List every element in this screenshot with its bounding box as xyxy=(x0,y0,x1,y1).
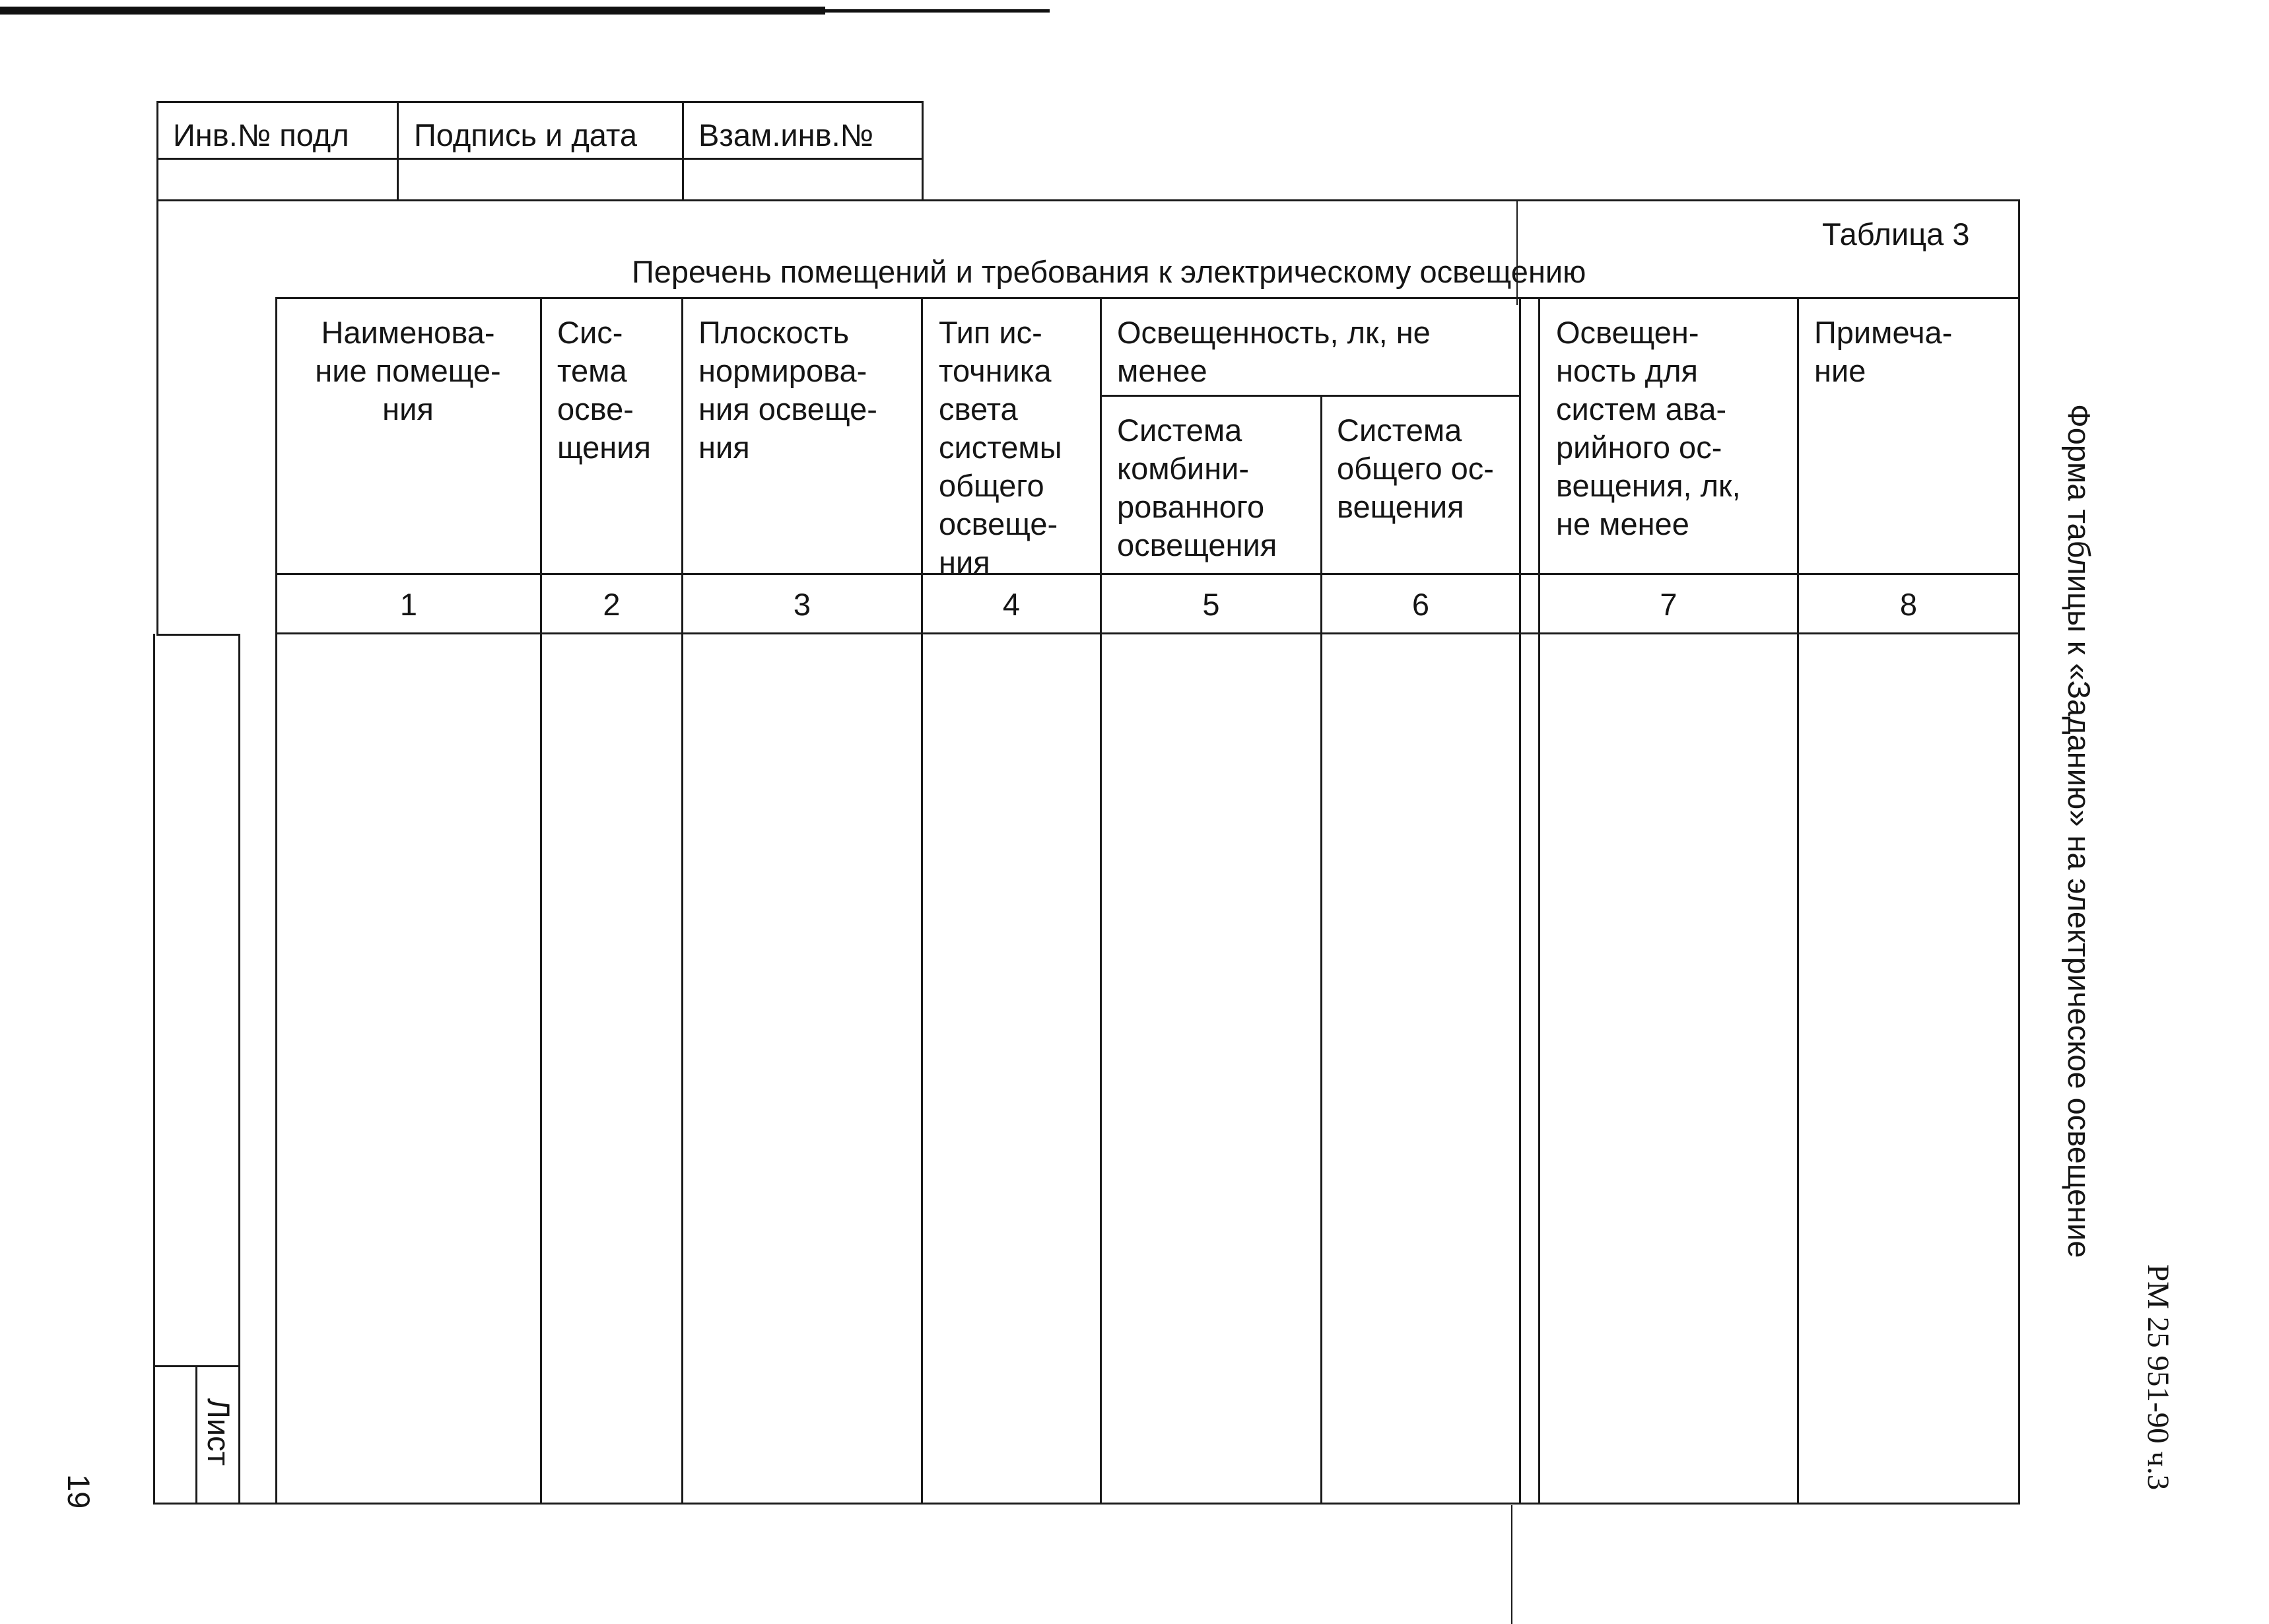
col-number-8: 8 xyxy=(1899,587,1918,622)
stamp-header-signature-date: Подпись и дата xyxy=(414,118,638,152)
stamp-header-replaced-inv-no: Взам.инв.№ xyxy=(698,118,874,152)
table-title: Перечень помещений и требования к электрическому освещению xyxy=(632,254,1586,289)
col-header-room-name: Наименова- ние помеще- ния xyxy=(315,315,501,426)
fold-line xyxy=(1516,199,1518,305)
table-label: Таблица 3 xyxy=(1822,217,1970,252)
col-header-illuminance-group: Освещенность, лк, не менее xyxy=(1117,315,1431,388)
col-header-note: Примеча- ние xyxy=(1814,315,1953,388)
form-title: Форма таблицы к «Заданию» на электрическое освещение xyxy=(2062,404,2097,1258)
col-header-general-system: Система общего ос- вещения xyxy=(1337,413,1494,524)
col-header-lighting-system: Сис- тема осве- щения xyxy=(557,315,651,465)
fold-line-lower xyxy=(1511,1505,1512,1624)
page-number: 19 xyxy=(61,1474,96,1509)
col-header-emergency-illuminance: Освещен- ность для систем ава- рийного ос- вещения, лк, не менее xyxy=(1556,315,1741,541)
col-header-light-source-type: Тип ис- точника света системы общего освеще- ния xyxy=(939,315,1062,580)
col-number-5: 5 xyxy=(1202,587,1220,622)
scan-top-bar xyxy=(0,7,825,15)
col-number-1: 1 xyxy=(399,587,418,622)
col-header-combined-system: Система комбини- рованного освещения xyxy=(1117,413,1277,562)
scan-top-bar-tail xyxy=(825,9,1050,13)
col-number-3: 3 xyxy=(793,587,811,622)
col-number-6: 6 xyxy=(1411,587,1430,622)
stamp-header-inv-no: Инв.№ подл xyxy=(173,118,349,152)
col-number-2: 2 xyxy=(603,587,621,622)
col-number-4: 4 xyxy=(1002,587,1021,622)
col-header-normalization-plane: Плоскость нормирова- ния освеще- ния xyxy=(698,315,877,465)
sheet-label: Лист xyxy=(201,1398,236,1466)
col-number-7: 7 xyxy=(1660,587,1677,622)
document-code: РМ 25 951-90 ч.3 xyxy=(2141,1264,2175,1491)
